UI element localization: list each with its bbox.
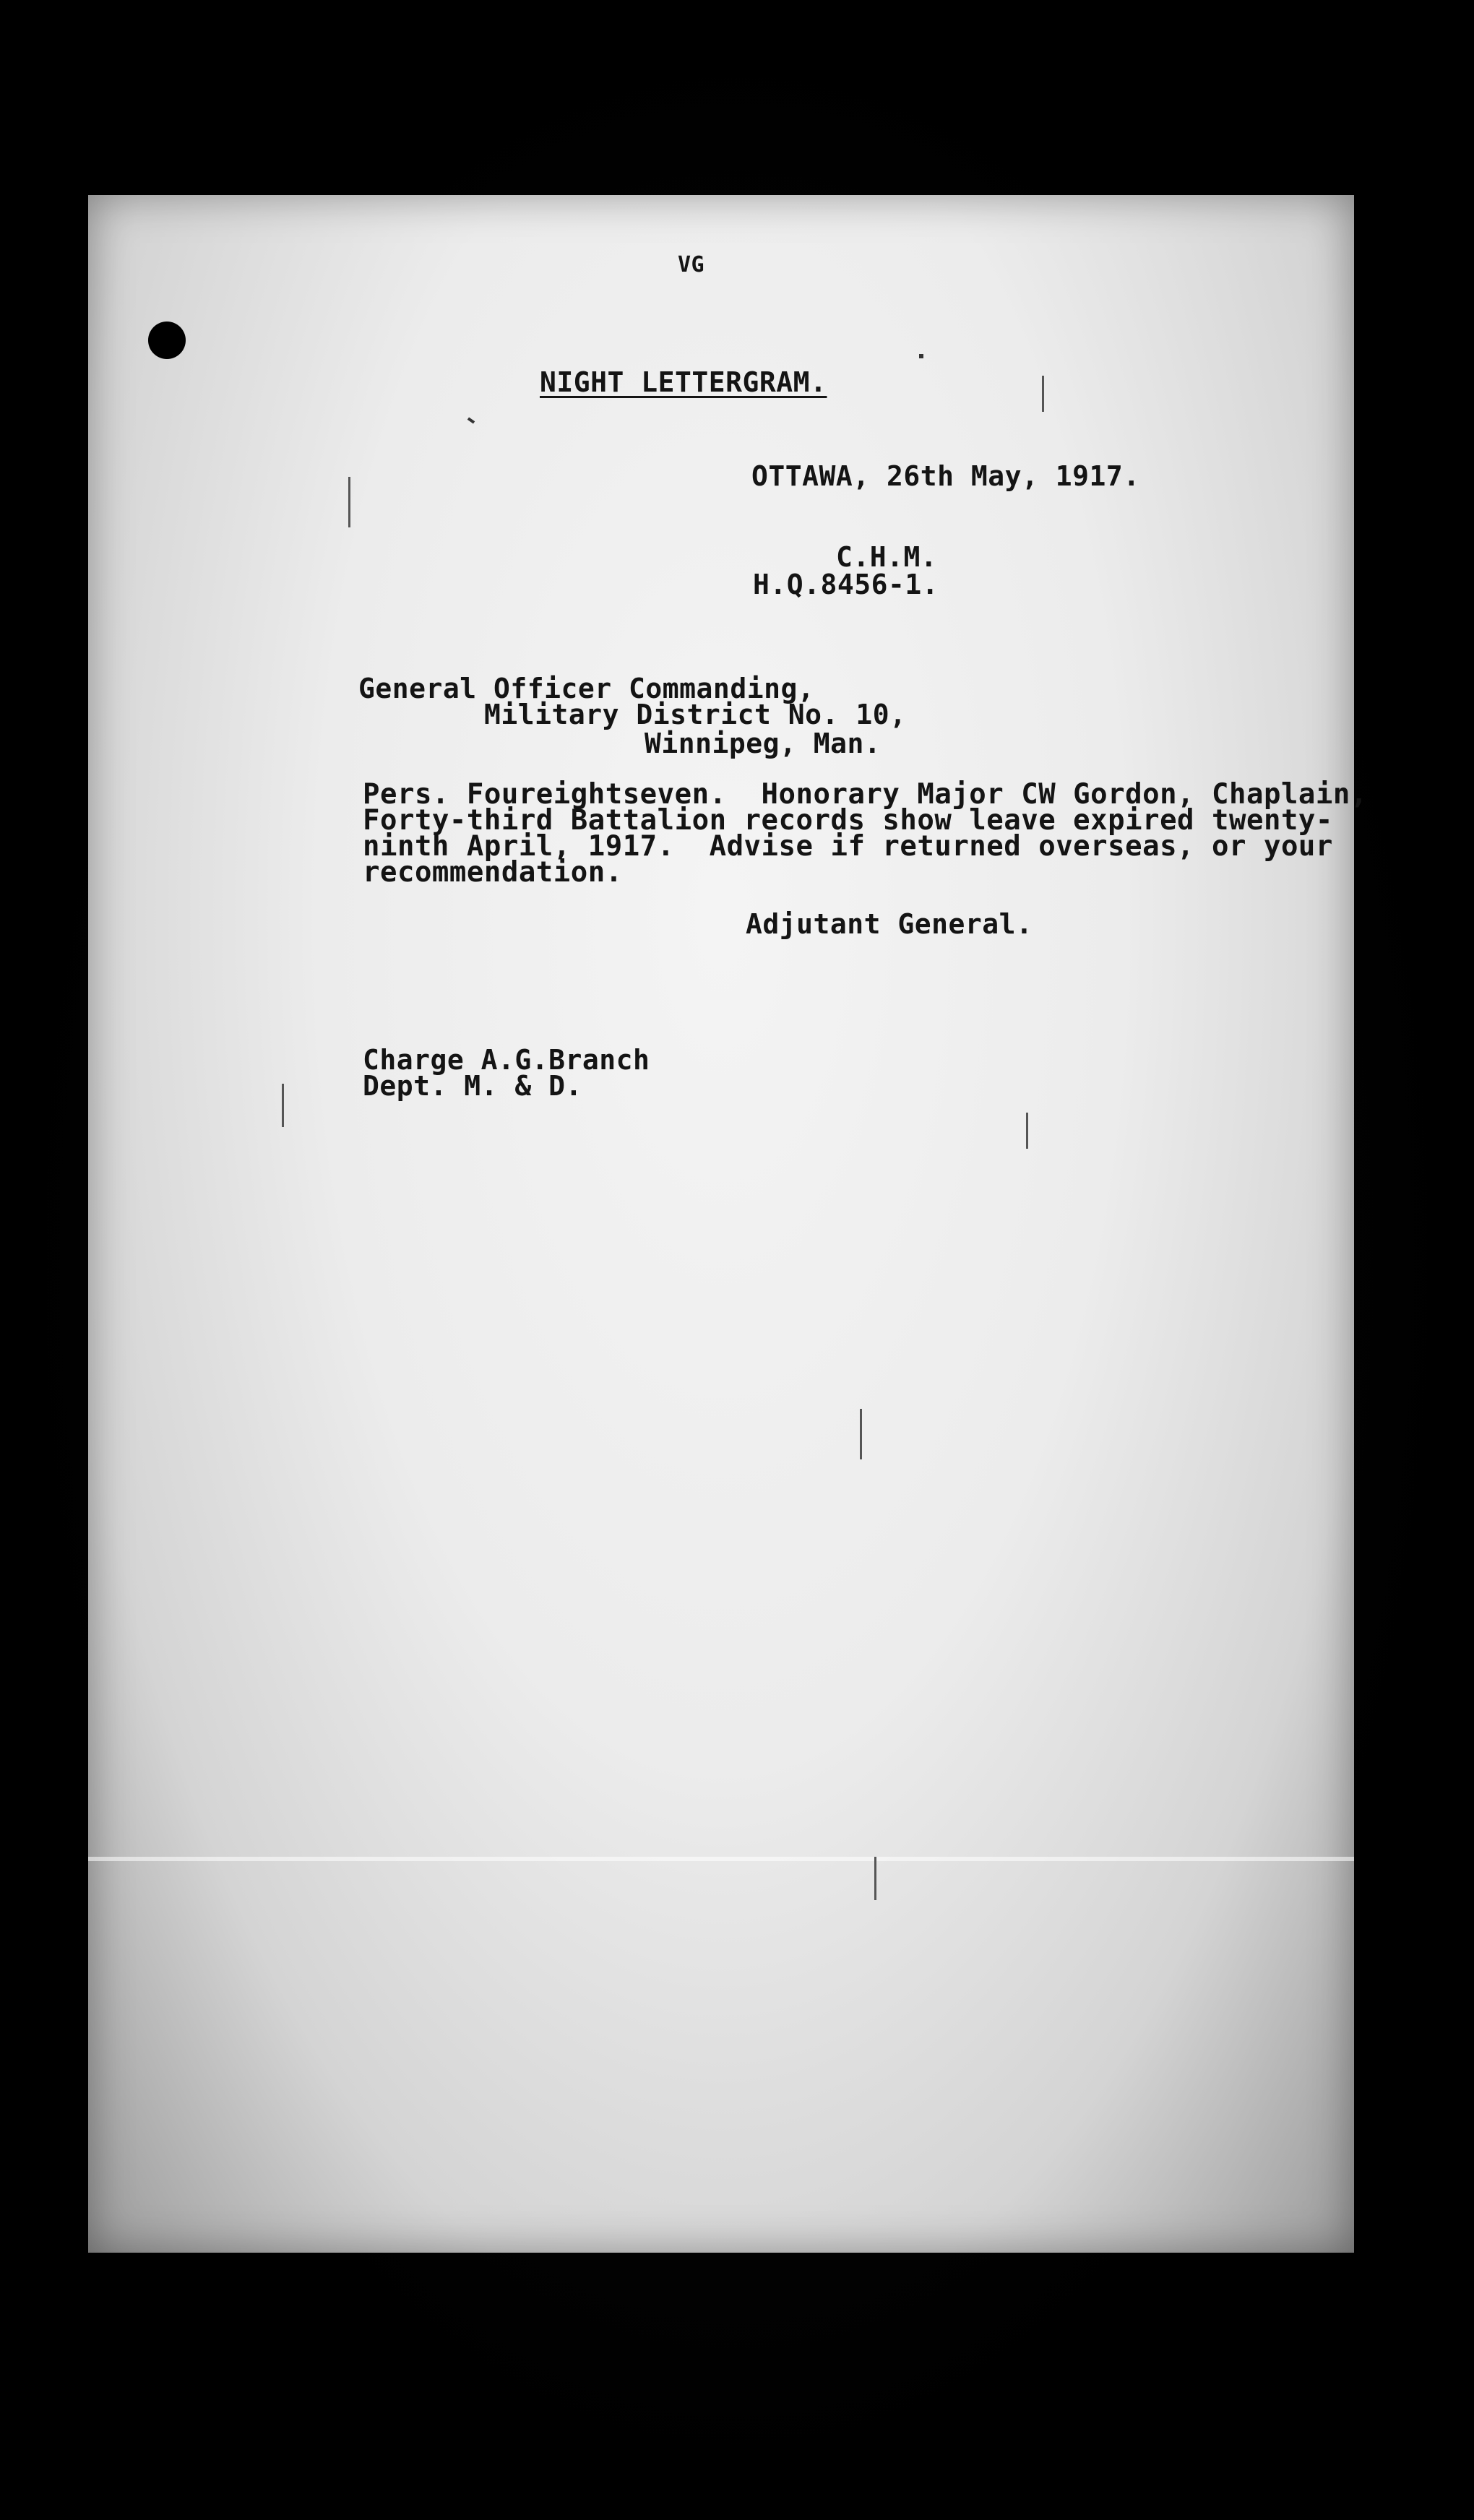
body-line: ninth April, 1917. Advise if returned overseas, or your xyxy=(363,830,1333,863)
addressee-line: General Officer Commanding, xyxy=(358,673,815,704)
body-line: Forty-third Battalion records show leave expired twenty- xyxy=(363,804,1333,837)
initials: VG xyxy=(678,252,705,277)
signature: Adjutant General. xyxy=(746,908,1033,940)
body-line: Pers. Foureightseven. Honorary Major CW Gordon, Chaplain, xyxy=(363,778,1368,811)
speck xyxy=(467,417,475,423)
scratch-mark xyxy=(860,1409,862,1459)
addressee-line: Military District No. 10, xyxy=(484,699,907,730)
scan-band xyxy=(88,1857,1354,1861)
scratch-mark xyxy=(874,1857,876,1900)
body-line: recommendation. xyxy=(363,856,623,889)
addressee-line: Winnipeg, Man. xyxy=(645,728,882,759)
paper-sheet xyxy=(88,195,1354,2253)
scratch-mark xyxy=(1026,1113,1028,1149)
scratch-mark xyxy=(1042,376,1044,412)
charge-line: Charge A.G.Branch xyxy=(363,1044,650,1076)
scratch-mark xyxy=(348,477,350,527)
reference-initials: C.H.M. xyxy=(836,541,938,573)
charge-line: Dept. M. & D. xyxy=(363,1070,582,1102)
reference-file-number: H.Q.8456-1. xyxy=(753,569,939,600)
punch-hole xyxy=(148,322,186,359)
date-line: OTTAWA, 26th May, 1917. xyxy=(751,460,1140,492)
speck xyxy=(919,354,923,358)
scratch-mark xyxy=(282,1084,284,1127)
document-heading: NIGHT LETTERGRAM. xyxy=(540,366,827,398)
